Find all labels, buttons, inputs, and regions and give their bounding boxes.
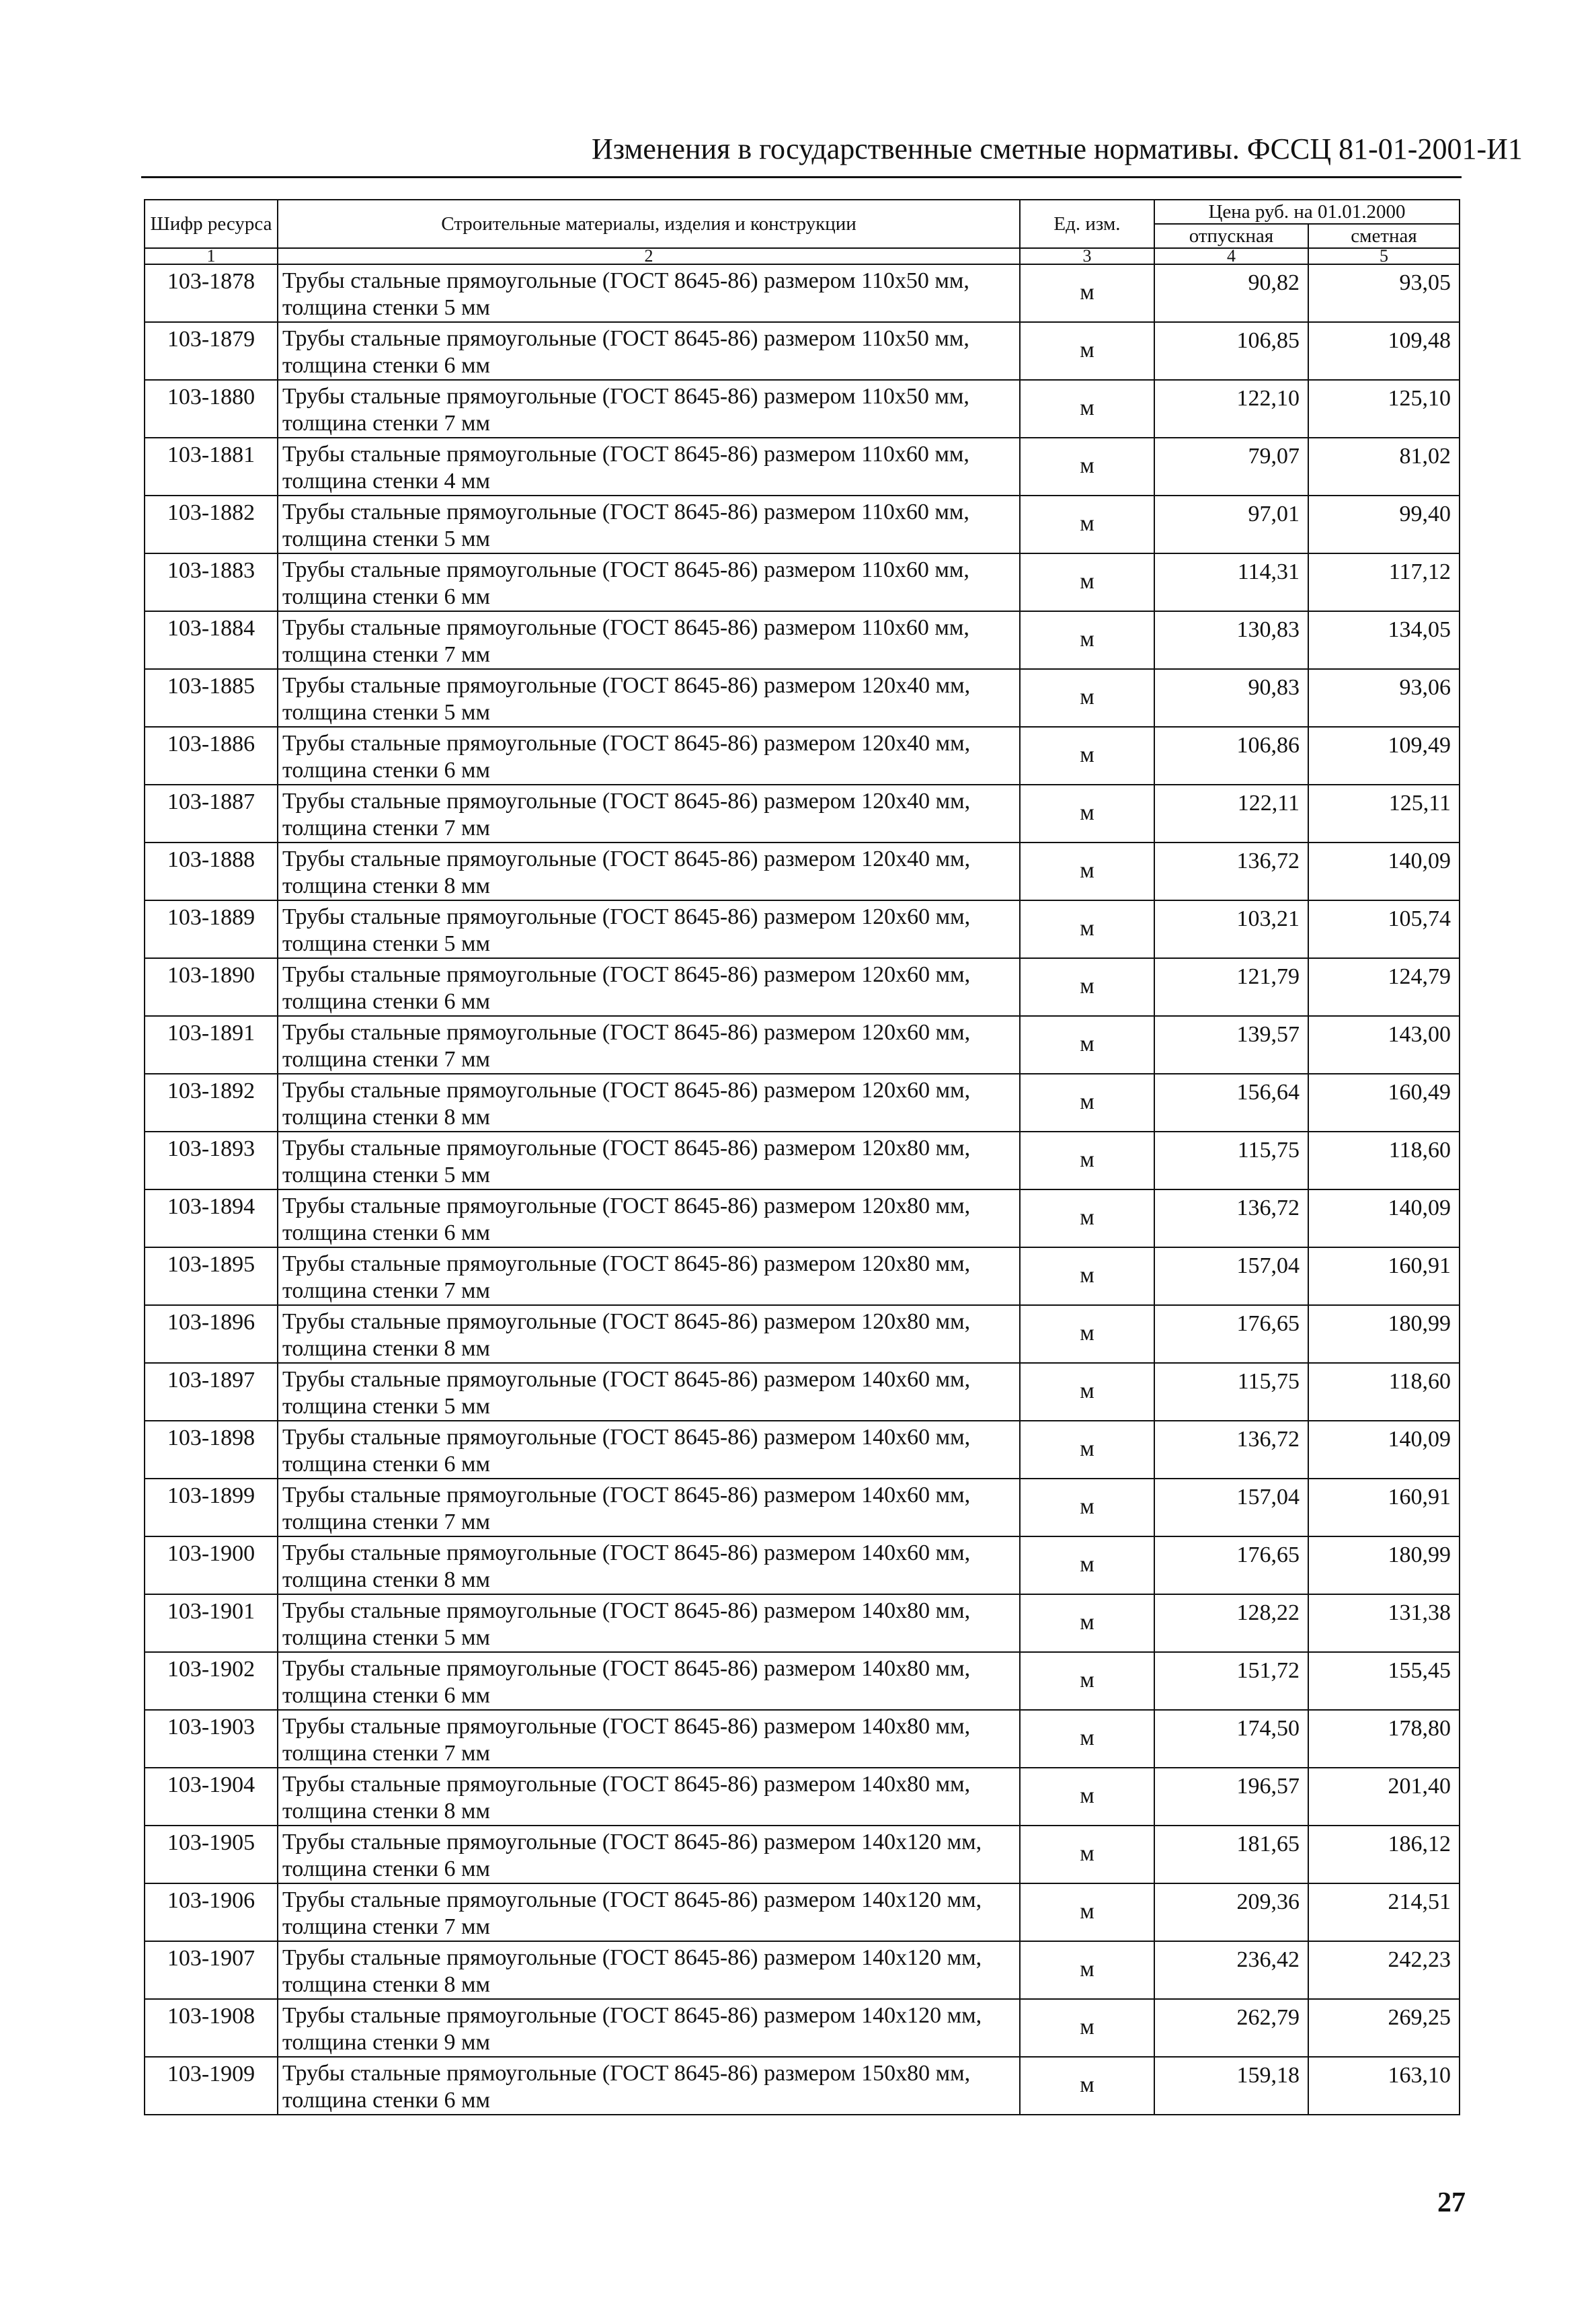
column-header-estimate-price: сметная [1308, 224, 1460, 248]
resource-code: 103-1905 [145, 1826, 278, 1883]
resource-code: 103-1907 [145, 1941, 278, 1999]
material-name [278, 669, 1020, 727]
resource-code: 103-1883 [145, 553, 278, 611]
material-wall-thickness: толщина стенки 6 мм [282, 989, 491, 1014]
material-name-line: Трубы стальные прямоугольные (ГОСТ 8645-86) размером 140х60 мм, [282, 1483, 971, 1508]
table-row [145, 1768, 1460, 1826]
material-wall-thickness: толщина стенки 8 мм [282, 1799, 491, 1824]
unit-of-measure: м [1020, 1826, 1154, 1883]
material-name [278, 611, 1020, 669]
material-name-line: Трубы стальные прямоугольные (ГОСТ 8645-86) размером 110х60 мм, [282, 615, 969, 640]
resource-code: 103-1900 [145, 1536, 278, 1594]
material-name-line: Трубы стальные прямоугольные (ГОСТ 8645-86) размером 110х50 мм, [282, 326, 969, 351]
resource-code: 103-1906 [145, 1883, 278, 1941]
unit-of-measure: м [1020, 496, 1154, 553]
material-name [278, 727, 1020, 785]
material-name-line: Трубы стальные прямоугольные (ГОСТ 8645-86) размером 140х120 мм, [282, 1945, 982, 1970]
resource-code: 103-1898 [145, 1421, 278, 1479]
unit-of-measure: м [1020, 1710, 1154, 1768]
material-name-line: Трубы стальные прямоугольные (ГОСТ 8645-86) размером 140х120 мм, [282, 2003, 982, 2028]
estimate-price: 99,40 [1308, 496, 1460, 553]
material-name-line: Трубы стальные прямоугольные (ГОСТ 8645-86) размером 120х60 мм, [282, 1020, 971, 1045]
unit-of-measure: м [1020, 1536, 1154, 1594]
material-name [278, 1305, 1020, 1363]
material-name-line: Трубы стальные прямоугольные (ГОСТ 8645-86) размером 140х60 мм, [282, 1540, 971, 1565]
estimate-price: 131,38 [1308, 1594, 1460, 1652]
material-name-line: Трубы стальные прямоугольные (ГОСТ 8645-86) размером 120х80 мм, [282, 1193, 971, 1218]
estimate-price: 186,12 [1308, 1826, 1460, 1883]
unit-of-measure: м [1020, 611, 1154, 669]
release-price: 103,21 [1154, 900, 1308, 958]
release-price: 90,83 [1154, 669, 1308, 727]
column-header-release-price: отпускная [1154, 224, 1308, 248]
release-price: 136,72 [1154, 843, 1308, 900]
release-price: 159,18 [1154, 2057, 1308, 2115]
resource-code: 103-1893 [145, 1132, 278, 1189]
material-wall-thickness: толщина стенки 7 мм [282, 1278, 491, 1303]
release-price: 90,82 [1154, 264, 1308, 322]
material-wall-thickness: толщина стенки 7 мм [282, 1510, 491, 1534]
release-price: 106,86 [1154, 727, 1308, 785]
unit-of-measure: м [1020, 900, 1154, 958]
release-price: 122,10 [1154, 380, 1308, 438]
material-wall-thickness: толщина стенки 6 мм [282, 2088, 491, 2113]
resource-code: 103-1886 [145, 727, 278, 785]
material-name-line: Трубы стальные прямоугольные (ГОСТ 8645-86) размером 150х80 мм, [282, 2061, 971, 2086]
unit-of-measure: м [1020, 785, 1154, 843]
resource-code: 103-1885 [145, 669, 278, 727]
resource-code: 103-1908 [145, 1999, 278, 2057]
resource-code: 103-1894 [145, 1189, 278, 1247]
unit-of-measure: м [1020, 380, 1154, 438]
estimate-price: 160,49 [1308, 1074, 1460, 1132]
material-name-line: Трубы стальные прямоугольные (ГОСТ 8645-86) размером 140х80 мм, [282, 1772, 971, 1797]
material-wall-thickness: толщина стенки 8 мм [282, 1567, 491, 1592]
table-row [145, 1132, 1460, 1189]
estimate-price: 160,91 [1308, 1479, 1460, 1536]
unit-of-measure: м [1020, 1479, 1154, 1536]
material-name-line: Трубы стальные прямоугольные (ГОСТ 8645-86) размером 140х60 мм, [282, 1367, 971, 1392]
material-wall-thickness: толщина стенки 5 мм [282, 526, 491, 551]
unit-of-measure: м [1020, 438, 1154, 496]
material-wall-thickness: толщина стенки 9 мм [282, 2030, 491, 2055]
material-name-line: Трубы стальные прямоугольные (ГОСТ 8645-86) размером 110х60 мм, [282, 500, 969, 524]
release-price: 157,04 [1154, 1479, 1308, 1536]
table-row [145, 785, 1460, 843]
material-name-line: Трубы стальные прямоугольные (ГОСТ 8645-86) размером 140х80 мм, [282, 1598, 971, 1623]
table-row [145, 900, 1460, 958]
material-name [278, 1826, 1020, 1883]
material-wall-thickness: толщина стенки 8 мм [282, 873, 491, 898]
material-wall-thickness: толщина стенки 6 мм [282, 584, 491, 609]
material-name-line: Трубы стальные прямоугольные (ГОСТ 8645-86) размером 120х60 мм, [282, 962, 971, 987]
resource-code: 103-1882 [145, 496, 278, 553]
material-name-line: Трубы стальные прямоугольные (ГОСТ 8645-86) размером 140х120 мм, [282, 1887, 982, 1912]
estimate-price: 109,48 [1308, 322, 1460, 380]
resource-code: 103-1904 [145, 1768, 278, 1826]
material-name [278, 1189, 1020, 1247]
estimate-price: 118,60 [1308, 1132, 1460, 1189]
resource-code: 103-1881 [145, 438, 278, 496]
release-price: 176,65 [1154, 1305, 1308, 1363]
release-price: 130,83 [1154, 611, 1308, 669]
table-row [145, 958, 1460, 1016]
table-row [145, 1710, 1460, 1768]
table-row [145, 1479, 1460, 1536]
unit-of-measure: м [1020, 958, 1154, 1016]
material-name-line: Трубы стальные прямоугольные (ГОСТ 8645-86) размером 140х80 мм, [282, 1714, 971, 1739]
material-name [278, 1594, 1020, 1652]
table-row [145, 322, 1460, 380]
estimate-price: 109,49 [1308, 727, 1460, 785]
estimate-price: 180,99 [1308, 1536, 1460, 1594]
material-wall-thickness: толщина стенки 8 мм [282, 1105, 491, 1130]
material-name [278, 785, 1020, 843]
release-price: 209,36 [1154, 1883, 1308, 1941]
estimate-price: 140,09 [1308, 1189, 1460, 1247]
material-name [278, 1132, 1020, 1189]
material-name-line: Трубы стальные прямоугольные (ГОСТ 8645-86) размером 140х60 мм, [282, 1425, 971, 1450]
unit-of-measure: м [1020, 1132, 1154, 1189]
release-price: 115,75 [1154, 1363, 1308, 1421]
resource-code: 103-1890 [145, 958, 278, 1016]
material-name-line: Трубы стальные прямоугольные (ГОСТ 8645-86) размером 120х80 мм, [282, 1251, 971, 1276]
material-name [278, 380, 1020, 438]
resource-code: 103-1903 [145, 1710, 278, 1768]
unit-of-measure: м [1020, 1189, 1154, 1247]
material-name [278, 264, 1020, 322]
table-row [145, 611, 1460, 669]
table-row [145, 1247, 1460, 1305]
resource-code: 103-1895 [145, 1247, 278, 1305]
release-price: 176,65 [1154, 1536, 1308, 1594]
material-name [278, 1363, 1020, 1421]
resource-code: 103-1892 [145, 1074, 278, 1132]
material-name-line: Трубы стальные прямоугольные (ГОСТ 8645-86) размером 110х50 мм, [282, 268, 969, 293]
material-name-line: Трубы стальные прямоугольные (ГОСТ 8645-86) размером 140х120 мм, [282, 1830, 982, 1854]
column-header-name: Строительные материалы, изделия и конструкции [278, 200, 1020, 248]
material-wall-thickness: толщина стенки 5 мм [282, 295, 491, 320]
table-row [145, 669, 1460, 727]
material-name [278, 322, 1020, 380]
column-number: 4 [1154, 248, 1308, 264]
material-name-line: Трубы стальные прямоугольные (ГОСТ 8645-86) размером 110х60 мм, [282, 442, 969, 467]
material-name [278, 1479, 1020, 1536]
resource-code: 103-1901 [145, 1594, 278, 1652]
resource-code: 103-1879 [145, 322, 278, 380]
material-wall-thickness: толщина стенки 7 мм [282, 411, 491, 436]
table-row [145, 1883, 1460, 1941]
table-row [145, 2057, 1460, 2115]
material-name [278, 1768, 1020, 1826]
unit-of-measure: м [1020, 1363, 1154, 1421]
release-price: 174,50 [1154, 1710, 1308, 1768]
estimate-price: 214,51 [1308, 1883, 1460, 1941]
table-row [145, 1999, 1460, 2057]
material-wall-thickness: толщина стенки 7 мм [282, 642, 491, 667]
unit-of-measure: м [1020, 1074, 1154, 1132]
material-name [278, 900, 1020, 958]
material-name [278, 1074, 1020, 1132]
table-row [145, 1941, 1460, 1999]
material-name [278, 1999, 1020, 2057]
material-wall-thickness: толщина стенки 5 мм [282, 1163, 491, 1187]
release-price: 136,72 [1154, 1421, 1308, 1479]
estimate-price: 140,09 [1308, 1421, 1460, 1479]
material-wall-thickness: толщина стенки 4 мм [282, 469, 491, 494]
estimate-price: 105,74 [1308, 900, 1460, 958]
estimate-price: 242,23 [1308, 1941, 1460, 1999]
estimate-price: 269,25 [1308, 1999, 1460, 2057]
material-name-line: Трубы стальные прямоугольные (ГОСТ 8645-86) размером 110х50 мм, [282, 384, 969, 409]
release-price: 181,65 [1154, 1826, 1308, 1883]
unit-of-measure: м [1020, 553, 1154, 611]
unit-of-measure: м [1020, 264, 1154, 322]
table-row [145, 380, 1460, 438]
column-header-price-group: Цена руб. на 01.01.2000 [1154, 200, 1460, 224]
material-name [278, 438, 1020, 496]
release-price: 97,01 [1154, 496, 1308, 553]
unit-of-measure: м [1020, 1305, 1154, 1363]
table-row [145, 1536, 1460, 1594]
release-price: 139,57 [1154, 1016, 1308, 1074]
page-header-title: Изменения в государственные сметные нормативы. ФССЦ 81-01-2001-И1 [592, 132, 1523, 165]
estimate-price: 140,09 [1308, 843, 1460, 900]
table-row [145, 264, 1460, 322]
material-wall-thickness: толщина стенки 5 мм [282, 700, 491, 725]
resource-code: 103-1887 [145, 785, 278, 843]
unit-of-measure: м [1020, 1999, 1154, 2057]
material-name [278, 958, 1020, 1016]
table-row [145, 1074, 1460, 1132]
unit-of-measure: м [1020, 1247, 1154, 1305]
material-name [278, 1883, 1020, 1941]
material-wall-thickness: толщина стенки 6 мм [282, 758, 491, 783]
material-wall-thickness: толщина стенки 8 мм [282, 1336, 491, 1361]
unit-of-measure: м [1020, 727, 1154, 785]
unit-of-measure: м [1020, 1016, 1154, 1074]
table-row [145, 1594, 1460, 1652]
release-price: 128,22 [1154, 1594, 1308, 1652]
release-price: 106,85 [1154, 322, 1308, 380]
estimate-price: 124,79 [1308, 958, 1460, 1016]
resource-code: 103-1896 [145, 1305, 278, 1363]
material-wall-thickness: толщина стенки 6 мм [282, 353, 491, 378]
material-name [278, 2057, 1020, 2115]
material-wall-thickness: толщина стенки 8 мм [282, 1972, 491, 1997]
release-price: 114,31 [1154, 553, 1308, 611]
resource-code: 103-1891 [145, 1016, 278, 1074]
resource-code: 103-1884 [145, 611, 278, 669]
release-price: 122,11 [1154, 785, 1308, 843]
table-row [145, 553, 1460, 611]
materials-price-table [144, 199, 1460, 2115]
release-price: 156,64 [1154, 1074, 1308, 1132]
material-wall-thickness: толщина стенки 6 мм [282, 1856, 491, 1881]
material-name [278, 496, 1020, 553]
unit-of-measure: м [1020, 1941, 1154, 1999]
material-name-line: Трубы стальные прямоугольные (ГОСТ 8645-86) размером 120х40 мм, [282, 673, 971, 698]
table-row [145, 843, 1460, 900]
estimate-price: 81,02 [1308, 438, 1460, 496]
material-wall-thickness: толщина стенки 6 мм [282, 1683, 491, 1708]
material-wall-thickness: толщина стенки 6 мм [282, 1220, 491, 1245]
material-name-line: Трубы стальные прямоугольные (ГОСТ 8645-86) размером 120х40 мм, [282, 789, 971, 814]
unit-of-measure: м [1020, 1421, 1154, 1479]
column-number: 1 [145, 248, 278, 264]
table-row [145, 727, 1460, 785]
material-name [278, 1247, 1020, 1305]
estimate-price: 93,06 [1308, 669, 1460, 727]
page-number: 27 [1437, 2187, 1466, 2218]
resource-code: 103-1878 [145, 264, 278, 322]
header-divider [141, 176, 1462, 178]
release-price: 121,79 [1154, 958, 1308, 1016]
material-name-line: Трубы стальные прямоугольные (ГОСТ 8645-86) размером 120х60 мм, [282, 1078, 971, 1103]
release-price: 79,07 [1154, 438, 1308, 496]
unit-of-measure: м [1020, 1594, 1154, 1652]
estimate-price: 180,99 [1308, 1305, 1460, 1363]
material-name [278, 553, 1020, 611]
table-row [145, 1421, 1460, 1479]
material-name-line: Трубы стальные прямоугольные (ГОСТ 8645-86) размером 120х80 мм, [282, 1136, 971, 1161]
material-wall-thickness: толщина стенки 7 мм [282, 816, 491, 840]
table-row [145, 1016, 1460, 1074]
estimate-price: 118,60 [1308, 1363, 1460, 1421]
table-row [145, 1826, 1460, 1883]
release-price: 236,42 [1154, 1941, 1308, 1999]
estimate-price: 125,10 [1308, 380, 1460, 438]
material-wall-thickness: толщина стенки 7 мм [282, 1741, 491, 1766]
estimate-price: 117,12 [1308, 553, 1460, 611]
material-name-line: Трубы стальные прямоугольные (ГОСТ 8645-86) размером 120х40 мм, [282, 847, 971, 871]
unit-of-measure: м [1020, 1652, 1154, 1710]
material-name [278, 1652, 1020, 1710]
material-name [278, 1941, 1020, 1999]
material-wall-thickness: толщина стенки 6 мм [282, 1452, 491, 1477]
column-header-code: Шифр ресурса [145, 200, 278, 248]
column-header-unit: Ед. изм. [1020, 200, 1154, 248]
release-price: 136,72 [1154, 1189, 1308, 1247]
material-name-line: Трубы стальные прямоугольные (ГОСТ 8645-86) размером 120х60 мм, [282, 904, 971, 929]
material-name [278, 1710, 1020, 1768]
unit-of-measure: м [1020, 2057, 1154, 2115]
column-number: 3 [1020, 248, 1154, 264]
release-price: 115,75 [1154, 1132, 1308, 1189]
table-row [145, 438, 1460, 496]
release-price: 196,57 [1154, 1768, 1308, 1826]
material-name-line: Трубы стальные прямоугольные (ГОСТ 8645-86) размером 120х80 мм, [282, 1309, 971, 1334]
material-wall-thickness: толщина стенки 7 мм [282, 1047, 491, 1072]
estimate-price: 155,45 [1308, 1652, 1460, 1710]
material-name [278, 843, 1020, 900]
resource-code: 103-1889 [145, 900, 278, 958]
unit-of-measure: м [1020, 1768, 1154, 1826]
material-wall-thickness: толщина стенки 5 мм [282, 931, 491, 956]
resource-code: 103-1902 [145, 1652, 278, 1710]
table-row [145, 1189, 1460, 1247]
material-name [278, 1016, 1020, 1074]
estimate-price: 201,40 [1308, 1768, 1460, 1826]
resource-code: 103-1880 [145, 380, 278, 438]
unit-of-measure: м [1020, 322, 1154, 380]
material-wall-thickness: толщина стенки 5 мм [282, 1625, 491, 1650]
resource-code: 103-1899 [145, 1479, 278, 1536]
material-wall-thickness: толщина стенки 5 мм [282, 1394, 491, 1419]
table-row [145, 1363, 1460, 1421]
estimate-price: 160,91 [1308, 1247, 1460, 1305]
estimate-price: 143,00 [1308, 1016, 1460, 1074]
release-price: 151,72 [1154, 1652, 1308, 1710]
resource-code: 103-1888 [145, 843, 278, 900]
unit-of-measure: м [1020, 843, 1154, 900]
material-name [278, 1421, 1020, 1479]
material-name [278, 1536, 1020, 1594]
estimate-price: 178,80 [1308, 1710, 1460, 1768]
unit-of-measure: м [1020, 669, 1154, 727]
table-row [145, 1652, 1460, 1710]
estimate-price: 93,05 [1308, 264, 1460, 322]
column-number: 5 [1308, 248, 1460, 264]
unit-of-measure: м [1020, 1883, 1154, 1941]
estimate-price: 125,11 [1308, 785, 1460, 843]
table-row [145, 1305, 1460, 1363]
release-price: 262,79 [1154, 1999, 1308, 2057]
material-wall-thickness: толщина стенки 7 мм [282, 1914, 491, 1939]
column-number: 2 [278, 248, 1020, 264]
table-row [145, 496, 1460, 553]
resource-code: 103-1909 [145, 2057, 278, 2115]
release-price: 157,04 [1154, 1247, 1308, 1305]
estimate-price: 134,05 [1308, 611, 1460, 669]
estimate-price: 163,10 [1308, 2057, 1460, 2115]
material-name-line: Трубы стальные прямоугольные (ГОСТ 8645-86) размером 110х60 мм, [282, 557, 969, 582]
material-name-line: Трубы стальные прямоугольные (ГОСТ 8645-86) размером 140х80 мм, [282, 1656, 971, 1681]
material-name-line: Трубы стальные прямоугольные (ГОСТ 8645-86) размером 120х40 мм, [282, 731, 971, 756]
resource-code: 103-1897 [145, 1363, 278, 1421]
